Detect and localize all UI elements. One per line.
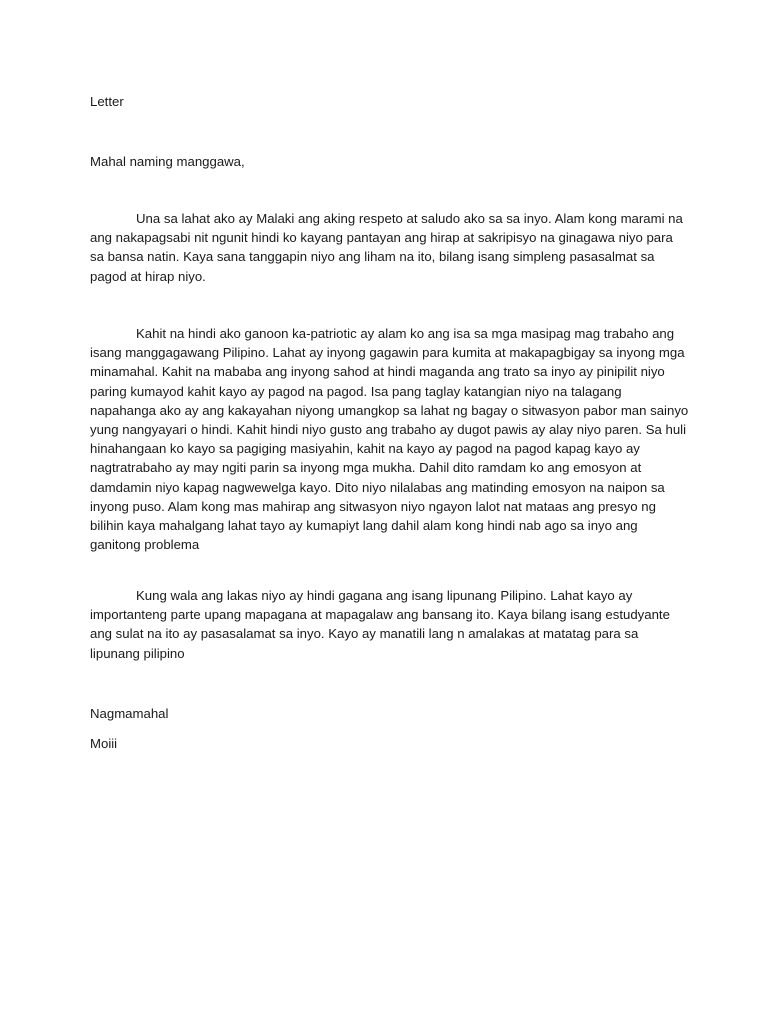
paragraph-1: Una sa lahat ako ay Malaki ang aking respeto at saludo ako sa sa inyo. Alam kong marami na ang nakapagsabi nit ngunit hindi ko kayang pantayan ang hirap at sakripisyo na ginagawa niyo para sa bansa natin. Kaya sana tanggapin niyo ang liham na ito, bilang isang simpleng pasasalmat sa pagod at hirap niyo. <box>90 211 683 284</box>
closing-line: Nagmamahal <box>90 706 169 721</box>
paragraph-2: Kahit na hindi ako ganoon ka-patriotic ay alam ko ang isa sa mga masipag mag trabaho ang isang manggagawang Pilipino. Lahat ay inyong gagawin para kumita at makapagbigay sa inyong mga minamahal. Kahit na mababa ang inyong sahod at hindi maganda ang trato sa inyo ay pinipilit niyo paring kumayod kahit kayo ay pagod na pagod. Isa pang taglay katangian niyo na talagang napahanga ako ay ang kakayahan niyong umangkop sa lahat ng bagay o sitwasyon pabor man sainyo yung nangyayari o hindi. Kahit hindi niyo gusto ang trabaho ay dugot pawis ay alay niyo paren. Sa huli hinahangaan ko kayo sa pagiging masiyahin, kahit na kayo ay pagod na pagod kapag kayo ay nagtratrabaho ay may ngiti parin sa inyong mga mukha. Dahil dito ramdam ko ang emosyon at damdamin niyo kapag nagwewelga kayo. Dito niyo nilalabas ang matinding emosyon na naipon sa inyong puso. Alam kong mas mahirap ang sitwasyon niyo ngayon lalot nat mataas ang presyo ng bilihin kaya mahalgang lahat tayo ay kumapiyt lang dahil alam kong hindi nab ago sa inyo ang ganitong problema <box>90 326 689 553</box>
paragraph-3: Kung wala ang lakas niyo ay hindi gagana ang isang lipunang Pilipino. Lahat kayo ay importanteng parte upang mapagana at mapagalaw ang bansang ito. Kaya bilang isang estudyante ang sulat na ito ay pasasalamat sa inyo. Kayo ay manatili lang n amalakas at matatag para sa lipunang pilipino <box>90 588 670 661</box>
signature: Moiii <box>90 736 118 751</box>
document-title: Letter <box>90 94 124 109</box>
salutation: Mahal naming manggawa, <box>90 154 245 169</box>
